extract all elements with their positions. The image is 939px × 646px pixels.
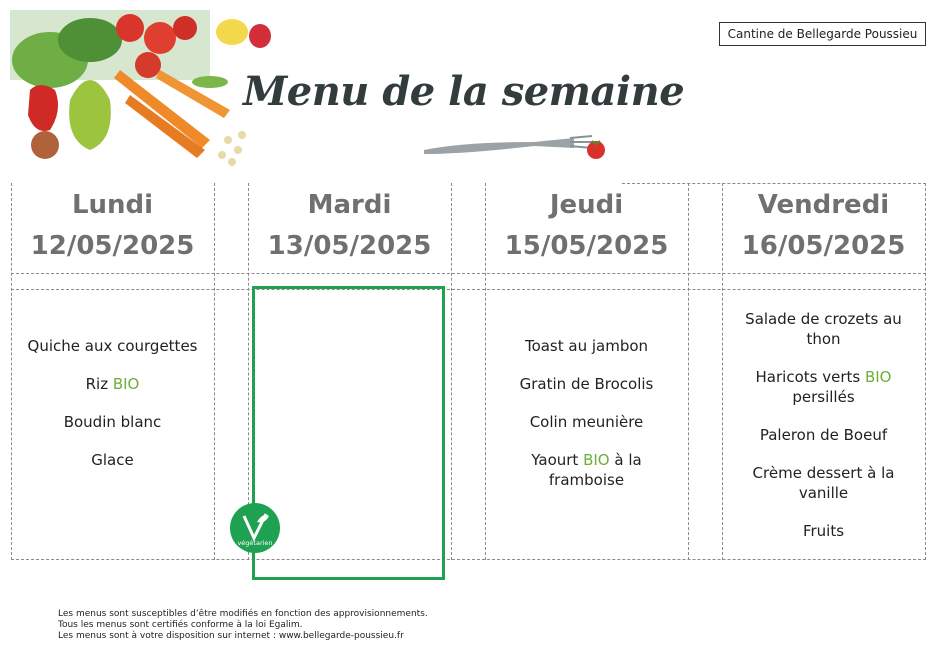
dish: Toast au jambon <box>524 336 649 355</box>
bio-label: BIO <box>864 368 892 386</box>
vegetarian-badge-label: végétarien <box>237 539 273 547</box>
day-name: Mardi <box>307 190 392 220</box>
dish: Yaourt BIO à la framboise <box>531 450 642 489</box>
footer-line: Les menus sont à votre disposition sur internet : www.bellegarde-poussieu.fr <box>58 631 404 641</box>
dish: Colin meunière <box>529 412 644 431</box>
fork-icon <box>420 128 610 164</box>
dish: Quiche aux courgettes <box>27 336 198 355</box>
dish: Gratin de Brocolis <box>519 374 654 393</box>
vegetarian-badge <box>229 502 281 554</box>
vegetables-illustration <box>10 10 280 175</box>
day-header-thursday <box>485 183 688 273</box>
day-header-tuesday <box>248 183 451 273</box>
dish: Crème dessert à la vanille <box>752 464 895 502</box>
bio-label: BIO <box>583 450 610 469</box>
dish: Riz BIO <box>85 374 140 393</box>
day-header-friday <box>722 183 925 273</box>
day-name: Lundi <box>71 190 154 220</box>
dish: Fruits <box>802 522 845 540</box>
day-header-monday <box>11 183 214 273</box>
dishes-thursday <box>485 291 688 560</box>
dish: Boudin blanc <box>63 412 162 431</box>
dish: Glace <box>91 450 134 469</box>
day-name: Vendredi <box>757 190 890 220</box>
dish: Haricots verts BIO persillés <box>755 368 892 406</box>
day-name: Jeudi <box>549 190 624 220</box>
dishes-monday <box>11 291 214 560</box>
dish: Salade de crozets au thon <box>745 310 902 348</box>
dish: Paleron de Boeuf <box>759 426 888 444</box>
footer-notes <box>58 609 428 642</box>
footer-line: Tous les menus sont certifiés conforme à la loi Egalim. <box>58 620 303 630</box>
day-date: 13/05/2025 <box>267 231 432 261</box>
day-date: 16/05/2025 <box>741 231 906 261</box>
footer-line: Les menus sont susceptibles d’être modifiés en fonction des approvisionnements. <box>58 609 428 619</box>
canteen-label: Cantine de Bellegarde Poussieu <box>719 22 926 46</box>
bio-label: BIO <box>112 374 140 393</box>
dishes-friday <box>722 291 925 560</box>
page-title: Menu de la semaine <box>243 68 685 115</box>
day-date: 15/05/2025 <box>504 231 669 261</box>
menu-table <box>11 183 926 560</box>
day-date: 12/05/2025 <box>30 231 195 261</box>
